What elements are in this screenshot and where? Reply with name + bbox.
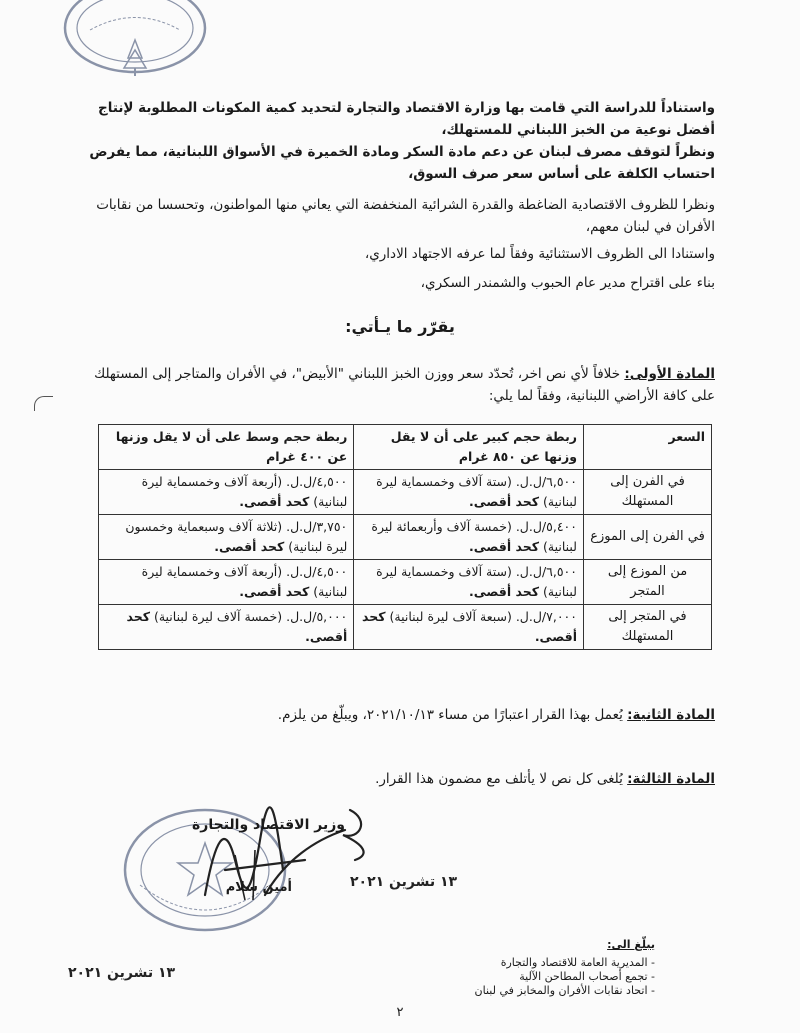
article-1-label: المادة الأولى:: [624, 366, 715, 382]
article-2-label: المادة الثانية:: [627, 707, 715, 723]
article-3: [80, 768, 715, 790]
page-number: ٢: [396, 1005, 404, 1020]
handwritten-date: ١٣ تشرين ٢٠٢١: [350, 874, 458, 890]
large-price-cell: ٦,٥٠٠/ل.ل. (ستة آلاف وخمسماية ليرة لبنانية) كحد أقصى.: [354, 470, 584, 515]
preamble-paragraph-2: ونظراً لتوقف مصرف لبنان عن دعم مادة السكر ومادة الخميرة في الأسواق اللبنانية، مما يفرض احتساب الكلفة على أساس سعر صرف السوق،: [89, 144, 715, 182]
article-1: [80, 363, 715, 407]
signatory-title: وزير الاقتصاد والتجارة: [192, 817, 345, 833]
medium-price-cell: ٤,٥٠٠/ل.ل. (أربعة آلاف وخمسماية ليرة لبنانية) كحد أقصى.: [99, 470, 354, 515]
article-2-text: يُعمل بهذا القرار اعتبارًا من مساء ٢٠٢١/١٠/١٣، ويبلّغ من يلزم.: [277, 707, 623, 723]
preamble-paragraph-5: بناء على اقتراح مدير عام الحبوب والشمندر السكري،: [420, 275, 715, 291]
republic-stamp: [60, 0, 210, 80]
hole-punch-mark: [34, 396, 53, 411]
list-item: - تجمع أصحاب المطاحن الآلية: [475, 970, 655, 984]
list-item: - اتحاد نقابات الأفران والمخابز في لبنان: [475, 984, 655, 998]
preamble-paragraph-1: واستناداً للدراسة التي قامت بها وزارة الاقتصاد والتجارة لتحديد كمية المكونات المطلوبة لإنتاج أفضل نوعية من الخبز اللبناني للمستهلك،: [98, 100, 715, 138]
preamble-paragraph-4: واستنادا الى الظروف الاستثنائية وفقاً لما عرفه الاجتهاد الاداري،: [364, 246, 715, 262]
article-1-text: خلافاً لأي نص اخر، تُحدّد سعر ووزن الخبز اللبناني "الأبيض"، في الأفران والمتاجر إلى المستهلك على كافة الأراضي اللبنانية، وفقاً لما يلي:: [94, 366, 715, 404]
large-price-cell: ٥,٤٠٠/ل.ل. (خمسة آلاف وأربعمائة ليرة لبنانية) كحد أقصى.: [354, 515, 584, 560]
table-header-large: ربطة حجم كبير على أن لا يقل وزنها عن ٨٥٠ غرام: [354, 425, 584, 470]
signatory-name: أمين سلام: [225, 880, 292, 895]
medium-price-cell: ٥,٠٠٠/ل.ل. (خمسة آلاف ليرة لبنانية) كحد أقصى.: [99, 605, 354, 650]
medium-price-cell: ٤,٥٠٠/ل.ل. (أربعة آلاف وخمسماية ليرة لبنانية) كحد أقصى.: [99, 560, 354, 605]
table-row: [99, 515, 712, 560]
table-header-medium: ربطة حجم وسط على أن لا يقل وزنها عن ٤٠٠ غرام: [99, 425, 354, 470]
table-row: [99, 470, 712, 515]
list-item: - المديرية العامة للاقتصاد والتجارة: [475, 956, 655, 970]
price-table: [98, 424, 712, 650]
medium-price-cell: ٣,٧٥٠/ل.ل. (ثلاثة آلاف وسبعماية وخمسون ليرة لبنانية) كحد أقصى.: [99, 515, 354, 560]
row-label: من الموزع إلى المتجر: [584, 560, 712, 605]
article-3-label: المادة الثالثة:: [627, 771, 715, 787]
table-header-price: السعر: [584, 425, 712, 470]
table-header-row: [99, 425, 712, 470]
row-label: في الفرن إلى المستهلك: [584, 470, 712, 515]
recipients-label: يبلّغ الى:: [607, 938, 655, 951]
row-label: في المتجر إلى المستهلك: [584, 605, 712, 650]
large-price-cell: ٧,٠٠٠/ل.ل. (سبعة آلاف ليرة لبنانية) كحد أقصى.: [354, 605, 584, 650]
handwritten-date-bottom: ١٣ تشرين ٢٠٢١: [68, 965, 176, 981]
row-label: في الفرن إلى الموزع: [584, 515, 712, 560]
large-price-cell: ٦,٥٠٠/ل.ل. (ستة آلاف وخمسماية ليرة لبنانية) كحد أقصى.: [354, 560, 584, 605]
table-row: [99, 560, 712, 605]
article-3-text: يُلغى كل نص لا يأتلف مع مضمون هذا القرار.: [375, 771, 623, 787]
table-row: [99, 605, 712, 650]
preamble-paragraph-3: ونظرا للظروف الاقتصادية الضاغطة والقدرة الشرائية المنخفضة التي يعاني منها المواطنون، وتحسسا من نقابات الأفران في لبنان معهم،: [96, 197, 715, 235]
article-2: [80, 704, 715, 726]
recipients-list: [475, 938, 655, 998]
decision-heading: يقرّر ما يـأتي:: [345, 317, 455, 336]
